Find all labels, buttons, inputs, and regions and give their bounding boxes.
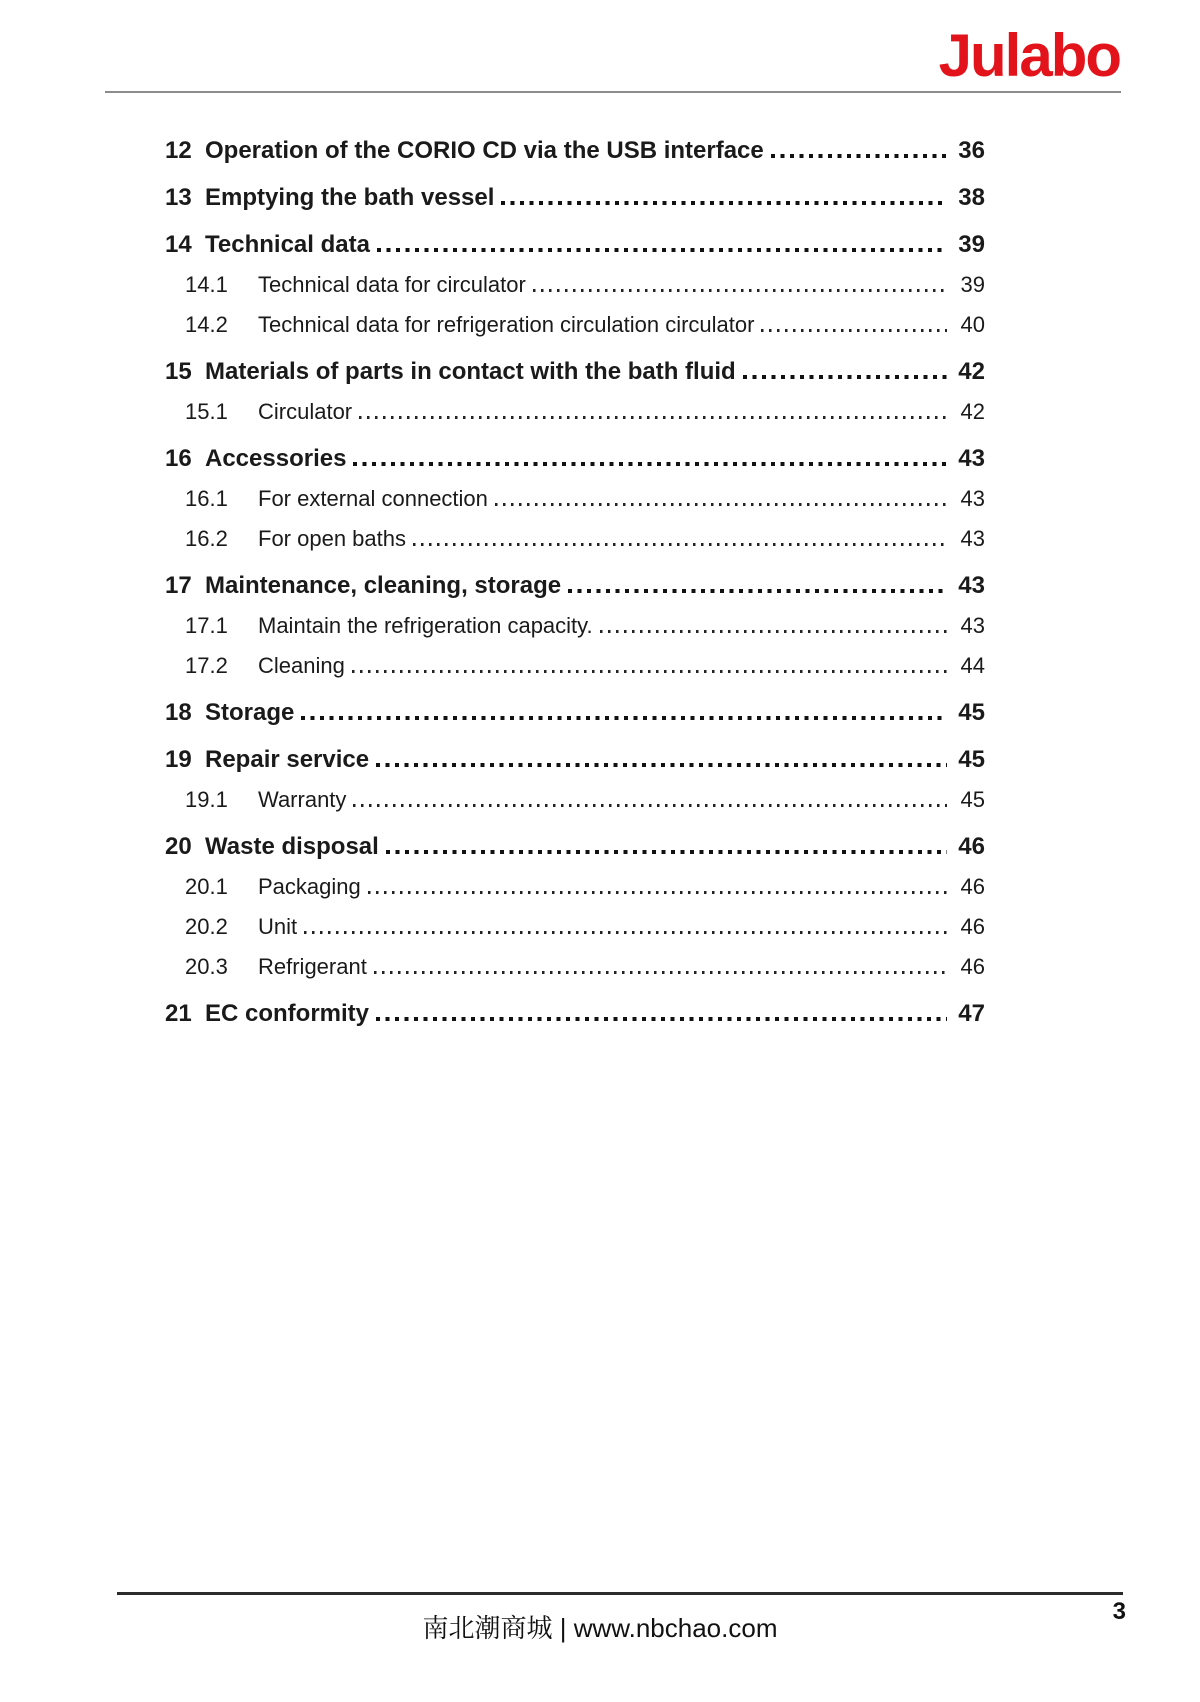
- toc-entry-title: Maintain the refrigeration capacity.: [258, 613, 593, 638]
- toc-entry-number: 13: [165, 184, 192, 211]
- toc-entry-number: 19.1: [185, 787, 228, 812]
- toc-entry-page: 38: [958, 184, 985, 211]
- toc-entry-page: 44: [960, 653, 985, 678]
- toc-entry-page: 43: [960, 526, 985, 551]
- dot-leader: [301, 716, 947, 720]
- toc-entry-number: 14.2: [185, 312, 228, 337]
- table-of-contents: [165, 136, 985, 1029]
- toc-entry-title: Storage: [205, 699, 295, 726]
- toc-entry[interactable]: [165, 136, 985, 166]
- dot-leader: [374, 971, 947, 974]
- toc-entry-page: 43: [958, 572, 985, 599]
- toc-entry-page: 45: [958, 746, 985, 773]
- toc-entry[interactable]: [165, 872, 985, 902]
- toc-entry[interactable]: [165, 397, 985, 427]
- toc-entry-title: Operation of the CORIO CD via the USB interface: [205, 137, 764, 164]
- toc-entry[interactable]: [165, 611, 985, 641]
- toc-entry-title: Accessories: [205, 445, 347, 472]
- toc-entry-page: 45: [958, 699, 985, 726]
- dot-leader: [368, 891, 947, 894]
- toc-entry-number: 15: [165, 358, 192, 385]
- dot-leader: [377, 248, 947, 252]
- toc-entry-number: 20.3: [185, 954, 228, 979]
- toc-entry-title: Technical data for circulator: [258, 272, 526, 297]
- toc-entry-number: 20.2: [185, 914, 228, 939]
- dot-leader: [600, 630, 947, 633]
- toc-entry-number: 16: [165, 445, 192, 472]
- toc-entry-number: 12: [165, 137, 192, 164]
- toc-entry[interactable]: [165, 912, 985, 942]
- header-divider: [105, 91, 1121, 93]
- toc-entry-number: 15.1: [185, 399, 228, 424]
- toc-entry[interactable]: [165, 571, 985, 601]
- toc-entry-page: 43: [958, 445, 985, 472]
- dot-leader: [501, 201, 947, 205]
- toc-entry-page: 40: [960, 312, 985, 337]
- toc-entry-title: Warranty: [258, 787, 347, 812]
- toc-entry-title: For external connection: [258, 486, 488, 511]
- julabo-logo: Julabo: [938, 22, 1120, 89]
- toc-entry[interactable]: [165, 524, 985, 554]
- toc-entry[interactable]: [165, 698, 985, 728]
- toc-entry-page: 39: [958, 231, 985, 258]
- toc-entry-title: Maintenance, cleaning, storage: [205, 572, 562, 599]
- toc-entry-page: 42: [958, 358, 985, 385]
- toc-entry-number: 16.1: [185, 486, 228, 511]
- toc-entry[interactable]: [165, 785, 985, 815]
- toc-entry[interactable]: [165, 999, 985, 1029]
- dot-leader: [376, 1017, 947, 1021]
- dot-leader: [771, 154, 947, 158]
- dot-leader: [353, 462, 947, 466]
- page-number: 3: [1112, 1598, 1126, 1625]
- toc-entry[interactable]: [165, 270, 985, 300]
- dot-leader: [761, 329, 947, 332]
- toc-entry-title: Technical data for refrigeration circulation circulator: [258, 312, 755, 337]
- toc-entry[interactable]: [165, 230, 985, 260]
- toc-entry-title: Materials of parts in contact with the bath fluid: [205, 358, 736, 385]
- toc-entry-page: 46: [958, 833, 985, 860]
- toc-entry-number: 17: [165, 572, 192, 599]
- dot-leader: [353, 804, 947, 807]
- toc-entry-page: 36: [958, 137, 985, 164]
- toc-entry-number: 20: [165, 833, 192, 860]
- toc-entry-title: EC conformity: [205, 1000, 370, 1027]
- dot-leader: [533, 289, 947, 292]
- toc-entry-title: Packaging: [258, 874, 361, 899]
- toc-entry-number: 21: [165, 1000, 192, 1027]
- toc-entry-number: 18: [165, 699, 192, 726]
- toc-entry[interactable]: [165, 357, 985, 387]
- toc-entry-title: Technical data: [205, 231, 370, 258]
- toc-entry[interactable]: [165, 832, 985, 862]
- toc-entry-title: Emptying the bath vessel: [205, 184, 495, 211]
- toc-entry-title: Cleaning: [258, 653, 345, 678]
- dot-leader: [304, 931, 947, 934]
- toc-entry[interactable]: [165, 651, 985, 681]
- toc-entry-number: 20.1: [185, 874, 228, 899]
- toc-entry-page: 43: [960, 613, 985, 638]
- toc-entry-number: 16.2: [185, 526, 228, 551]
- toc-entry-page: 46: [960, 874, 985, 899]
- dot-leader: [568, 589, 947, 593]
- toc-entry-title: Waste disposal: [205, 833, 379, 860]
- toc-entry[interactable]: [165, 183, 985, 213]
- dot-leader: [743, 375, 947, 379]
- toc-entry-page: 46: [960, 914, 985, 939]
- toc-entry-page: 39: [960, 272, 985, 297]
- toc-entry[interactable]: [165, 745, 985, 775]
- toc-entry[interactable]: [165, 484, 985, 514]
- dot-leader: [413, 543, 947, 546]
- toc-entry-number: 14.1: [185, 272, 228, 297]
- toc-entry-number: 17.1: [185, 613, 228, 638]
- dot-leader: [386, 850, 947, 854]
- toc-entry-number: 17.2: [185, 653, 228, 678]
- toc-entry-number: 19: [165, 746, 192, 773]
- toc-entry-page: 42: [960, 399, 985, 424]
- toc-entry-title: For open baths: [258, 526, 406, 551]
- dot-leader: [352, 670, 947, 673]
- toc-entry-page: 43: [960, 486, 985, 511]
- toc-entry-page: 45: [960, 787, 985, 812]
- toc-entry-page: 47: [958, 1000, 985, 1027]
- toc-entry-number: 14: [165, 231, 192, 258]
- toc-entry[interactable]: [165, 952, 985, 982]
- footer-site-text: 南北潮商城 | www.nbchao.com: [422, 1613, 778, 1643]
- toc-entry-title: Circulator: [258, 399, 353, 424]
- dot-leader: [359, 416, 947, 419]
- toc-entry[interactable]: [165, 310, 985, 340]
- toc-entry[interactable]: [165, 444, 985, 474]
- footer-divider: [117, 1592, 1123, 1595]
- toc-entry-page: 46: [960, 954, 985, 979]
- toc-entry-title: Refrigerant: [258, 954, 367, 979]
- dot-leader: [495, 503, 947, 506]
- toc-entry-title: Unit: [258, 914, 298, 939]
- toc-entry-title: Repair service: [205, 746, 370, 773]
- dot-leader: [376, 763, 947, 767]
